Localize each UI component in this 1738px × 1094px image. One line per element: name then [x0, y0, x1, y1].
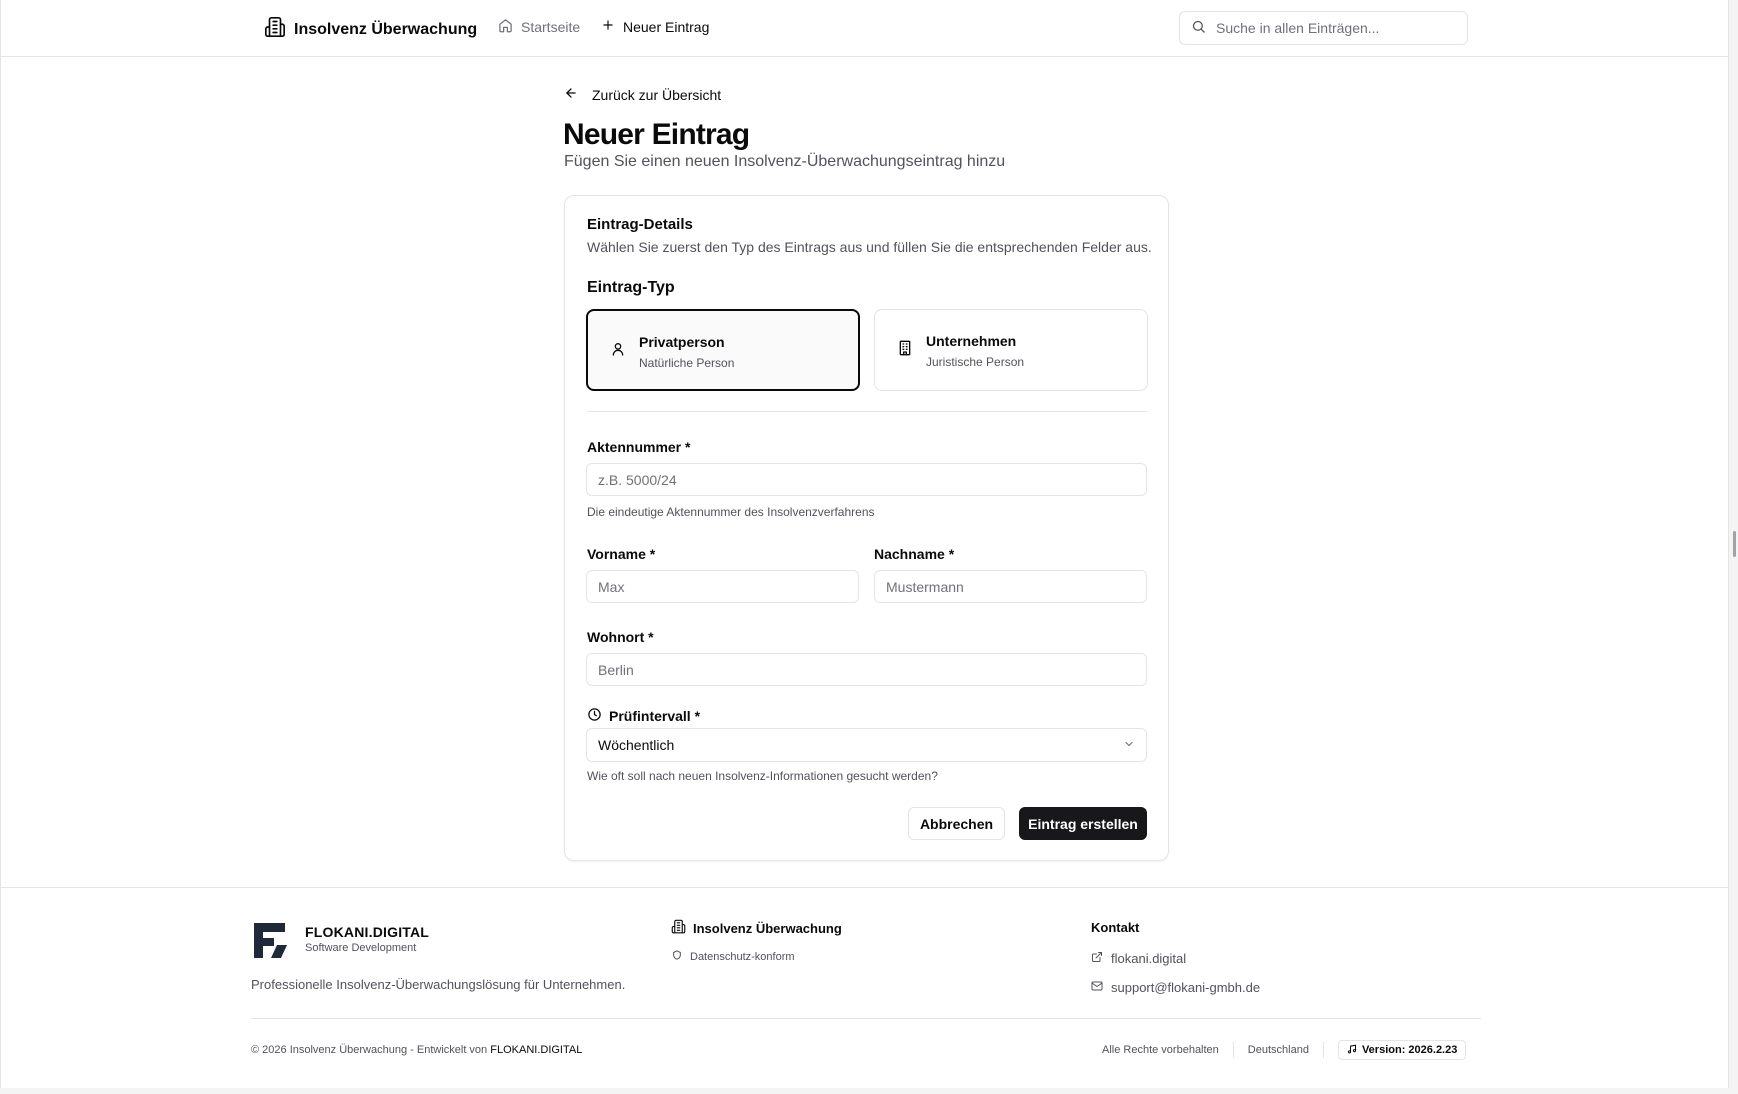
plus-icon	[601, 18, 615, 35]
create-entry-button[interactable]: Eintrag erstellen	[1019, 807, 1147, 840]
footer-company-name: FLOKANI.DIGITAL	[305, 924, 430, 940]
meta-separator	[1233, 1042, 1234, 1058]
footer-copyright	[251, 1044, 582, 1056]
home-icon	[498, 18, 513, 36]
rights-label: Alle Rechte vorbehalten	[1102, 1044, 1219, 1056]
country-label: Deutschland	[1247, 1044, 1309, 1056]
page-subtitle: Fügen Sie einen neuen Insolvenz-Überwachungseintrag hinzu	[564, 153, 1006, 170]
footer-contact-heading: Kontakt	[1091, 920, 1140, 935]
nav-new-entry-link[interactable]	[601, 18, 709, 35]
interval-help: Wie oft soll nach neuen Insolvenz-Informationen gesucht werden?	[587, 769, 938, 783]
type-option-sublabel: Natürliche Person	[639, 356, 735, 370]
file-number-label: Aktennummer *	[587, 439, 691, 455]
search-input[interactable]	[1216, 20, 1456, 36]
back-label: Zurück zur Übersicht	[592, 86, 722, 103]
privacy-label: Datenschutz-konform	[690, 950, 795, 963]
card-description: Wählen Sie zuerst den Typ des Eintrags aus und füllen Sie die entsprechenden Felder aus.	[587, 239, 1152, 255]
building-icon	[264, 16, 286, 43]
city-input[interactable]	[586, 653, 1147, 686]
version-label: Version: 2026.2.23	[1361, 1044, 1458, 1056]
email-label: support@flokani-gmbh.de	[1111, 980, 1261, 995]
meta-separator	[1323, 1042, 1324, 1058]
footer-app-title	[671, 919, 842, 937]
type-option-label: Unternehmen	[926, 333, 1017, 349]
website-label: flokani.digital	[1111, 951, 1187, 966]
external-link-icon	[1091, 951, 1103, 966]
cancel-button[interactable]: Abbrechen	[908, 807, 1005, 840]
footer	[1, 887, 1728, 1088]
card-title: Eintrag-Details	[587, 216, 693, 233]
interval-selected-value: Wöchentlich	[598, 737, 675, 753]
file-number-help: Die eindeutige Aktennummer des Insolvenzverfahrens	[587, 505, 875, 519]
search-box[interactable]	[1179, 11, 1468, 45]
entry-type-label: Eintrag-Typ	[587, 279, 675, 296]
nav-home-link[interactable]	[498, 18, 580, 36]
footer-website-link[interactable]	[1091, 951, 1186, 966]
user-icon	[610, 341, 626, 360]
copyright-text: © 2026 Insolvenz Überwachung - Entwickelt von	[251, 1044, 488, 1056]
footer-app-name: Insolvenz Überwachung	[693, 920, 842, 936]
page-title: Neuer Eintrag	[563, 118, 750, 151]
first-name-label: Vorname *	[587, 546, 656, 562]
scrollbar-thumb[interactable]	[1733, 531, 1736, 557]
copyright-company-link[interactable]: FLOKANI.DIGITAL	[490, 1044, 583, 1056]
footer-privacy	[672, 950, 795, 963]
type-option-company[interactable]	[874, 309, 1148, 391]
shield-icon	[672, 950, 682, 963]
top-navbar	[1, 0, 1728, 57]
last-name-label: Nachname *	[874, 546, 955, 562]
footer-divider	[251, 1018, 1481, 1019]
city-label: Wohnort *	[587, 629, 654, 645]
version-badge	[1338, 1040, 1466, 1060]
interval-label-row	[587, 707, 700, 725]
brand[interactable]	[264, 16, 477, 43]
file-number-input[interactable]	[586, 463, 1147, 496]
chevron-down-icon	[1123, 737, 1135, 753]
nav-home-label: Startseite	[521, 19, 581, 35]
footer-description: Professionelle Insolvenz-Überwachungslösung für Unternehmen.	[251, 977, 626, 992]
footer-meta	[1102, 1040, 1466, 1060]
entry-form-card	[564, 195, 1169, 861]
footer-tagline: Software Development	[305, 942, 417, 954]
type-option-private[interactable]	[586, 309, 860, 391]
arrow-left-icon	[564, 86, 578, 103]
first-name-input[interactable]	[586, 570, 859, 603]
search-icon	[1191, 19, 1206, 37]
interval-label: Prüfintervall *	[609, 708, 701, 724]
flokani-logo-icon	[251, 920, 291, 963]
building-icon	[897, 340, 913, 359]
type-option-label: Privatperson	[639, 334, 725, 350]
back-to-overview-link[interactable]	[564, 86, 721, 103]
git-branch-icon	[1347, 1044, 1357, 1057]
footer-email-link[interactable]	[1091, 980, 1260, 995]
interval-select[interactable]	[586, 728, 1147, 762]
building-icon	[671, 919, 686, 937]
nav-new-entry-label: Neuer Eintrag	[623, 18, 710, 35]
brand-name: Insolvenz Überwachung	[294, 20, 478, 38]
last-name-input[interactable]	[874, 570, 1147, 603]
section-divider	[587, 411, 1147, 412]
mail-icon	[1091, 980, 1103, 995]
clock-icon	[587, 707, 602, 725]
type-option-sublabel: Juristische Person	[926, 355, 1025, 369]
